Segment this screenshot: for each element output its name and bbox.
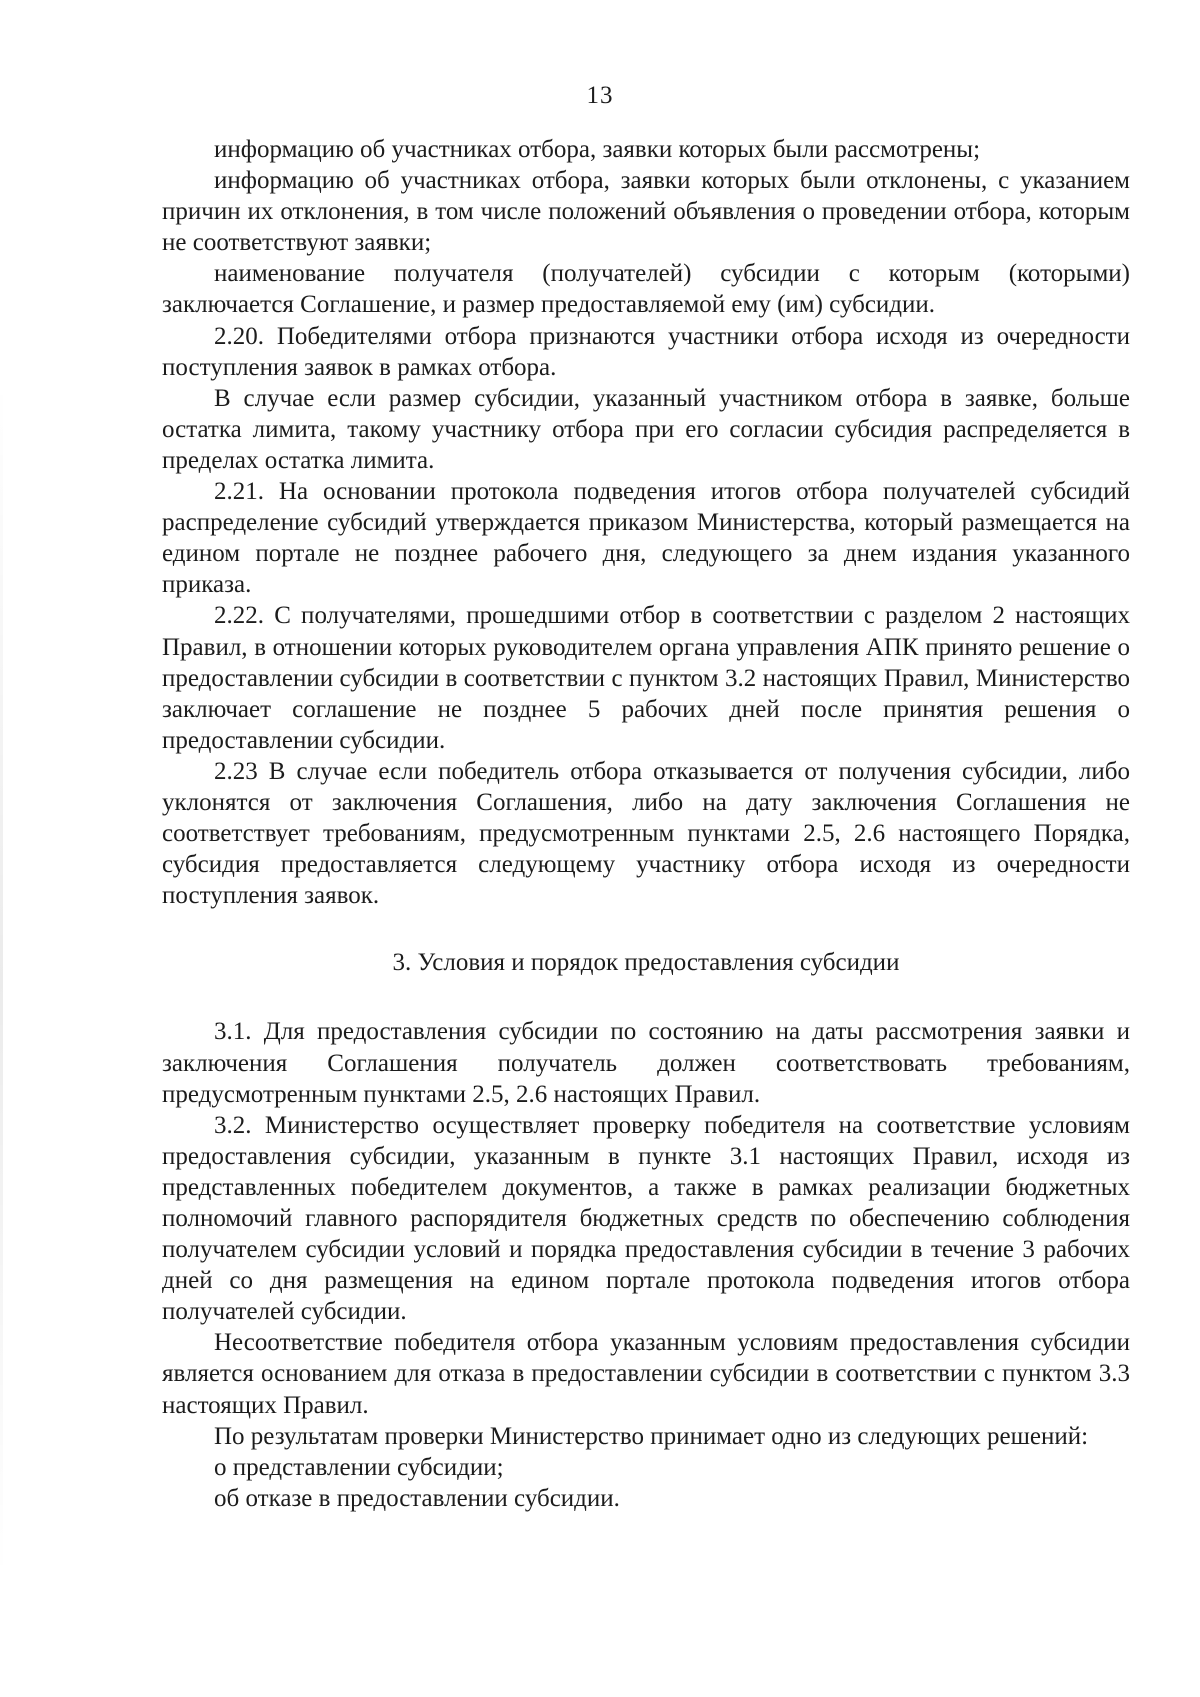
paragraph-rejected-applicants: информацию об участниках отбора, заявки которых были отклонены, с указанием причин их отклонения, в том числе положений объявления о проведении отбора, которым не соответствуют заявки;: [162, 167, 1130, 257]
paragraph-2-23: 2.23 В случае если победитель отбора отказывается от получения субсидии, либо уклонятся от заключения Соглашения, либо на дату заключения Соглашения не соответствует требованиям, предусмотренным пунктами 2.5, 2.6 настоящего Порядка, субсидия предоставляется следующему участнику отбора исходя из очередности поступления заявок.: [162, 757, 1130, 910]
decision-refusal: об отказе в предоставлении субсидии.: [214, 1484, 620, 1512]
paragraph-2-20: 2.20. Победителями отбора признаются участники отбора исходя из очередности поступления заявок в рамках отбора.: [162, 322, 1130, 381]
paragraph-limit-remainder: В случае если размер субсидии, указанный участником отбора в заявке, больше остатка лимита, такому участнику отбора при его согласии субсидия распределяется в пределах остатка лимита.: [162, 384, 1130, 474]
decision-grant: о представлении субсидии;: [214, 1453, 504, 1481]
paragraph-nonconformity: Несоответствие победителя отбора указанным условиям предоставления субсидии является основанием для отказа в предоставлении субсидии в соответствии с пунктом 3.3 настоящих Правил.: [162, 1329, 1130, 1419]
paragraph-recipient-name: наименование получателя (получателей) субсидии с которым (которыми) заключается Соглашение, и размер предоставляемой ему (им) субсидии.: [162, 260, 1130, 319]
paragraph-reviewed-applicants: информацию об участниках отбора, заявки которых были рассмотрены;: [214, 136, 981, 163]
paragraph-3-2: 3.2. Министерство осуществляет проверку победителя на соответствие условиям предоставления субсидии, указанным в пункте 3.1 настоящих Правил, исходя из представленных победителем документов, а также в рамках реализации бюджетных полномочий главного распорядителя бюджетных средств по обеспечению соблюдения получателем субсидии условий и порядка предоставления субсидии в течение 3 рабочих дней со дня размещения на едином портале протокола подведения итогов отбора получателей субсидии.: [162, 1111, 1130, 1326]
paragraph-check-results: По результатам проверки Министерство принимает одно из следующих решений:: [214, 1422, 1089, 1450]
paragraph-2-21: 2.21. На основании протокола подведения итогов отбора получателей субсидий распределение субсидий утверждается приказом Министерства, который размещается на едином портале не позднее рабочего дня, следующего за днем издания указанного приказа.: [162, 478, 1130, 599]
paragraph-3-1: 3.1. Для предоставления субсидии по состоянию на даты рассмотрения заявки и заключения Соглашения получатель должен соответствовать требованиям, предусмотренным пунктами 2.5, 2.6 настоящих Правил.: [162, 1018, 1130, 1108]
document-body: [162, 134, 1130, 1514]
paragraph-2-22: 2.22. С получателями, прошедшими отбор в соответствии с разделом 2 настоящих Правил, в отношении которых руководителем органа управления АПК принято решение о предоставлении субсидии в соответствии с пунктом 3.2 настоящих Правил, Министерство заключает соглашение не позднее 5 рабочих дней после принятия решения о предоставлении субсидии.: [162, 602, 1130, 754]
page-number: 13: [586, 82, 614, 109]
section-heading: 3. Условия и порядок предоставления субсидии: [392, 949, 900, 977]
scan-edge-shadow: [0, 380, 3, 1580]
